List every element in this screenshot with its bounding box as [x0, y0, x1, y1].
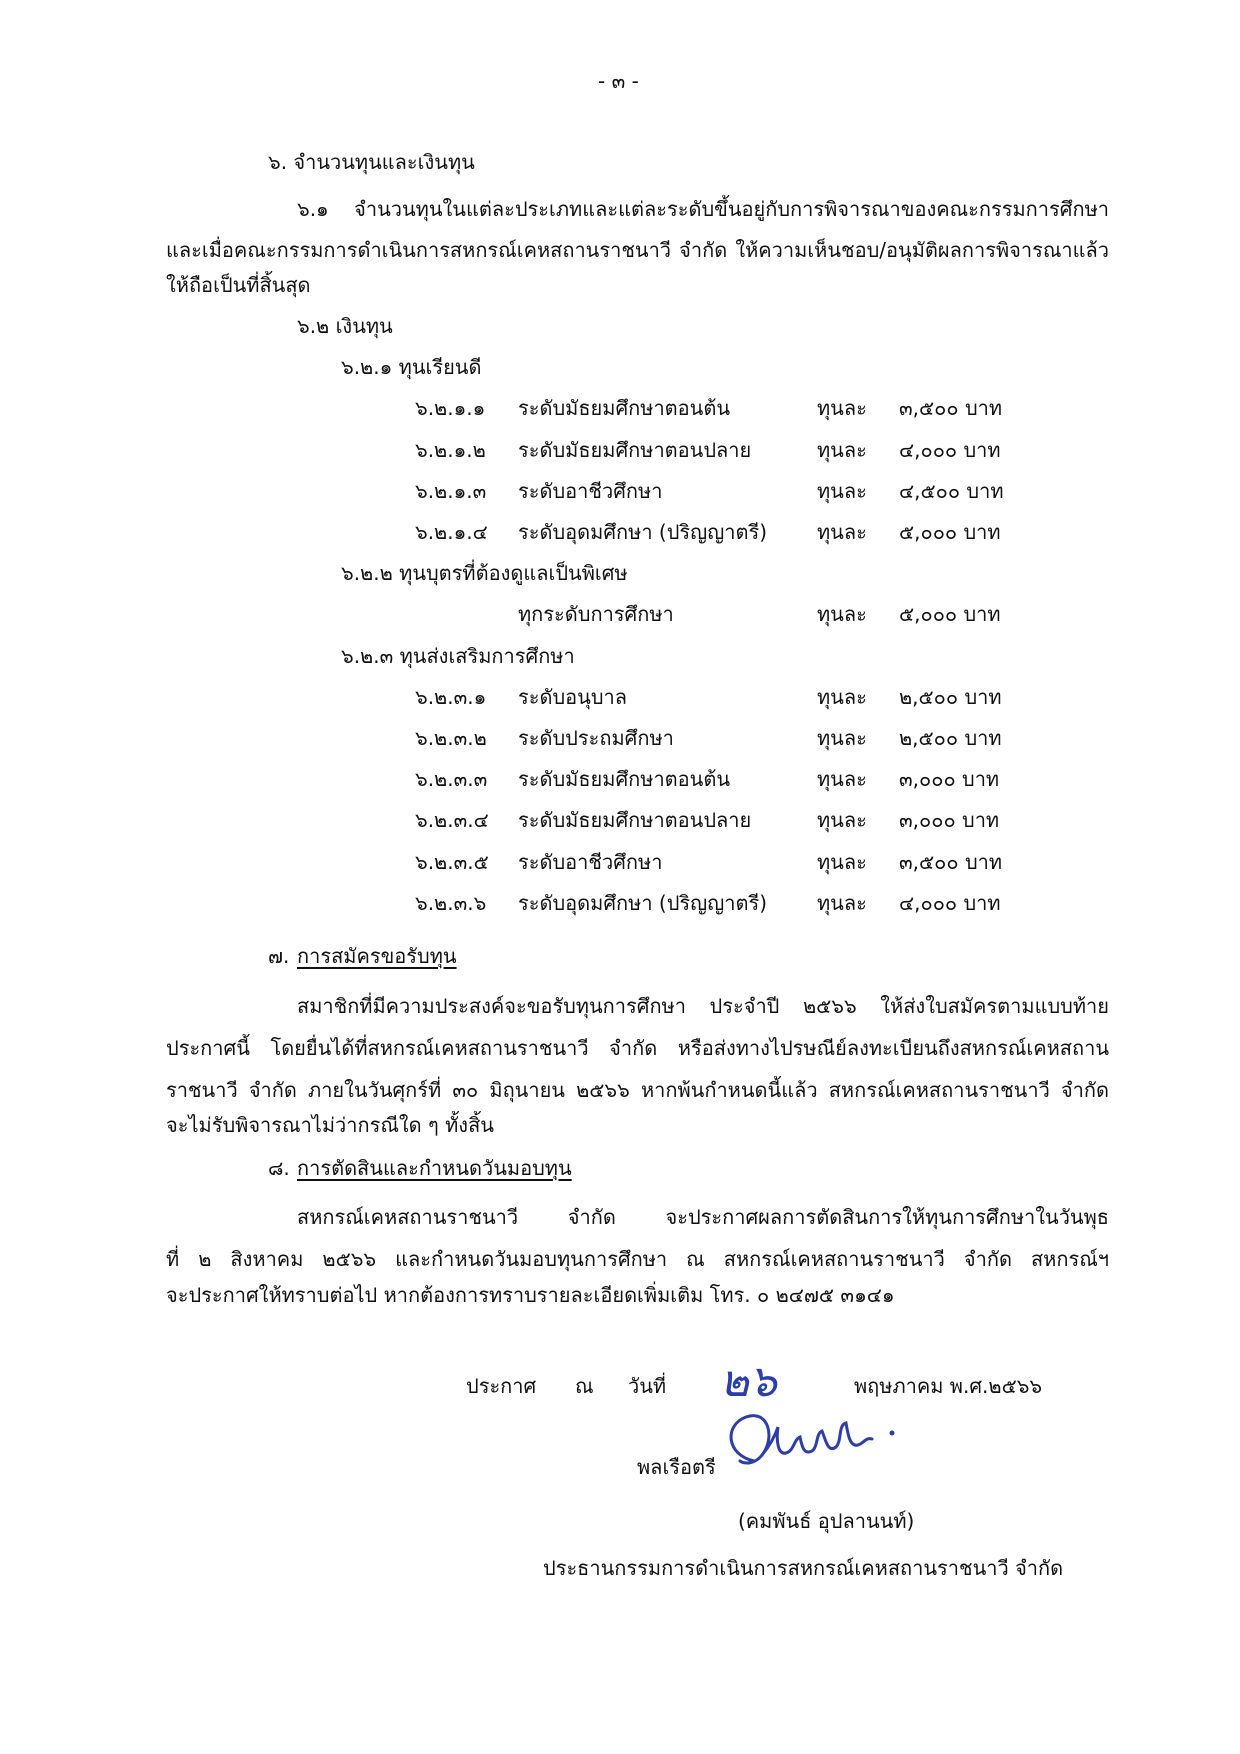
section-7-line-1: สมาชิกที่มีความประสงค์จะขอรับทุนการศึกษา ประจำปี ๒๕๖๖ ให้ส่งใบสมัครตามแบบท้าย [297, 994, 1109, 1018]
section-6-2-3-heading: ๖.๒.๓ ทุนส่งเสริมการศึกษา [341, 644, 575, 668]
row-amount: ๔,๐๐๐ บาท [899, 891, 1001, 915]
row-code: ๖.๒.๓.๖ [415, 891, 487, 915]
row-level: ระดับประถมศึกษา [518, 726, 674, 750]
section-7-line-3: ราชนาวี จำกัด ภายในวันศุกร์ที่ ๓๐ มิถุนายน ๒๕๖๖ หากพ้นกำหนดนี้แล้ว สหกรณ์เคหสถานราชนาวี จำกัด [166, 1078, 1109, 1102]
section-6-2-heading: ๖.๒ เงินทุน [297, 314, 393, 338]
row-code: ๖.๒.๓.๔ [415, 808, 489, 832]
section-8-line-1: สหกรณ์เคหสถานราชนาวี จำกัด จะประกาศผลการตัดสินการให้ทุนการศึกษาในวันพุธ [297, 1205, 1109, 1229]
row-code: ๖.๒.๓.๑ [415, 685, 487, 709]
row-level: ระดับมัธยมศึกษาตอนต้น [518, 767, 731, 791]
page-number: - ๓ - [598, 69, 639, 93]
row-per: ทุนละ [817, 726, 867, 750]
section-7-line-2: ประกาศนี้ โดยยื่นได้ที่สหกรณ์เคหสถานราชนาวี จำกัด หรือส่งทางไปรษณีย์ลงทะเบียนถึงสหกรณ์เคหสถาน [166, 1036, 1109, 1060]
row-code: ๖.๒.๓.๕ [415, 850, 489, 874]
row-amount: ๒,๕๐๐ บาท [899, 726, 1002, 750]
signature-position: ประธานกรรมการดำเนินการสหกรณ์เคหสถานราชนาวี จำกัด [543, 1556, 1064, 1580]
section-7-number: ๗. [268, 944, 290, 968]
row-per: ทุนละ [817, 808, 867, 832]
row-per: ทุนละ [817, 602, 867, 626]
row-level: ระดับมัธยมศึกษาตอนปลาย [518, 808, 752, 832]
section-6-1-line-3: ให้ถือเป็นที่สิ้นสุด [166, 273, 311, 297]
row-per: ทุนละ [817, 891, 867, 915]
row-level: ทุกระดับการศึกษา [518, 602, 674, 626]
row-amount: ๕,๐๐๐ บาท [899, 520, 1001, 544]
announce-wanthi: วันที่ [628, 1374, 667, 1398]
row-code: ๖.๒.๑.๒ [415, 438, 486, 462]
row-code: ๖.๒.๑.๔ [415, 520, 488, 544]
row-amount: ๔,๐๐๐ บาท [899, 438, 1001, 462]
section-6-2-2-heading: ๖.๒.๒ ทุนบุตรที่ต้องดูแลเป็นพิเศษ [341, 561, 628, 585]
announce-prakat: ประกาศ [466, 1374, 537, 1398]
row-per: ทุนละ [817, 520, 867, 544]
row-code: ๖.๒.๑.๓ [415, 479, 487, 503]
row-code: ๖.๒.๑.๑ [415, 396, 486, 420]
section-7-line-4: จะไม่รับพิจารณาไม่ว่ากรณีใด ๆ ทั้งสิ้น [166, 1113, 494, 1137]
row-per: ทุนละ [817, 438, 867, 462]
section-7-heading: การสมัครขอรับทุน [297, 944, 457, 968]
announce-na: ณ [575, 1374, 594, 1398]
row-level: ระดับอุดมศึกษา (ปริญญาตรี) [518, 891, 768, 915]
row-code: ๖.๒.๓.๒ [415, 726, 487, 750]
row-amount: ๔,๕๐๐ บาท [899, 479, 1004, 503]
row-amount: ๓,๐๐๐ บาท [899, 808, 1000, 832]
row-per: ทุนละ [817, 479, 867, 503]
section-8-heading: การตัดสินและกำหนดวันมอบทุน [297, 1156, 572, 1180]
row-level: ระดับมัธยมศึกษาตอนปลาย [518, 438, 752, 462]
row-per: ทุนละ [817, 685, 867, 709]
section-6-1-line-2: และเมื่อคณะกรรมการดำเนินการสหกรณ์เคหสถานราชนาวี จำกัด ให้ความเห็นชอบ/อนุมัติผลการพิจารณาแล้ว [166, 238, 1109, 262]
row-per: ทุนละ [817, 396, 867, 420]
section-6-heading: ๖. จำนวนทุนและเงินทุน [268, 150, 475, 174]
row-per: ทุนละ [817, 767, 867, 791]
row-level: ระดับอนุบาล [518, 685, 628, 709]
section-8-number: ๘. [268, 1156, 290, 1180]
row-amount: ๕,๐๐๐ บาท [899, 602, 1001, 626]
section-6-2-1-heading: ๖.๒.๑ ทุนเรียนดี [341, 355, 482, 379]
section-8-line-2: ที่ ๒ สิงหาคม ๒๕๖๖ และกำหนดวันมอบทุนการศึกษา ณ สหกรณ์เคหสถานราชนาวี จำกัด สหกรณ์ฯ [166, 1247, 1109, 1271]
section-8-line-3: จะประกาศให้ทราบต่อไป หากต้องการทราบรายละเอียดเพิ่มเติม โทร. ๐ ๒๔๗๕ ๓๑๔๑ [166, 1283, 895, 1307]
signature-rank: พลเรือตรี [637, 1455, 716, 1479]
row-level: ระดับมัธยมศึกษาตอนต้น [518, 396, 731, 420]
row-amount: ๓,๕๐๐ บาท [899, 850, 1003, 874]
announce-month-year: พฤษภาคม พ.ศ.๒๕๖๖ [854, 1374, 1043, 1398]
row-amount: ๓,๕๐๐ บาท [899, 396, 1003, 420]
signature-name: (คมพันธ์ อุปลานนท์) [738, 1509, 915, 1533]
row-level: ระดับอาชีวศึกษา [518, 850, 663, 874]
row-amount: ๒,๕๐๐ บาท [899, 685, 1002, 709]
handwritten-day: ๒๖ [720, 1356, 777, 1407]
handwritten-signature [716, 1403, 906, 1483]
row-code: ๖.๒.๓.๓ [415, 767, 488, 791]
row-per: ทุนละ [817, 850, 867, 874]
row-level: ระดับอุดมศึกษา (ปริญญาตรี) [518, 520, 768, 544]
section-6-1-line-1: ๖.๑ จำนวนทุนในแต่ละประเภทและแต่ละระดับขึ้นอยู่กับการพิจารณาของคณะกรรมการศึกษา [297, 197, 1109, 221]
row-amount: ๓,๐๐๐ บาท [899, 767, 1000, 791]
row-level: ระดับอาชีวศึกษา [518, 479, 663, 503]
